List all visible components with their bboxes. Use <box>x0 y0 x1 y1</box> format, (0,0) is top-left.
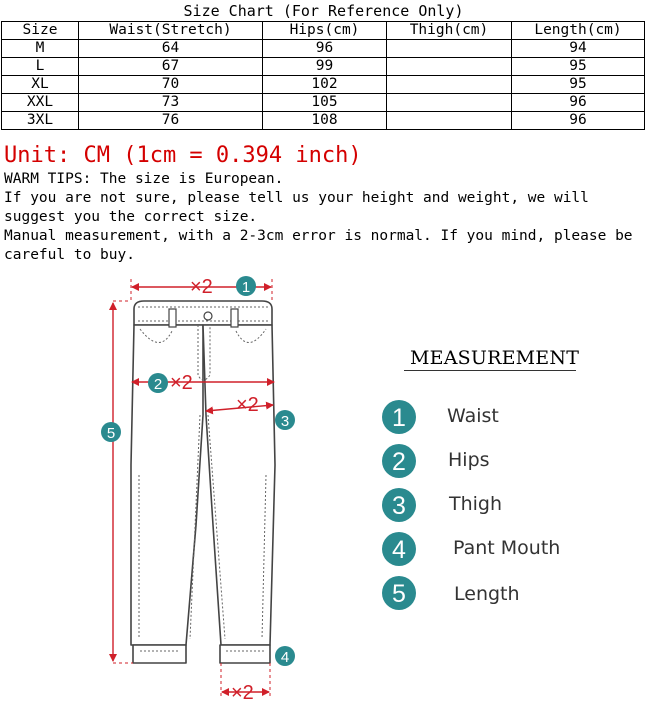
marker-4-icon <box>275 646 295 666</box>
header-waist: Waist(Stretch) <box>79 22 263 40</box>
marker-2-icon <box>148 373 168 393</box>
legend-label-thigh: Thigh <box>449 493 503 515</box>
cell-length: 95 <box>512 58 645 76</box>
cell-waist: 70 <box>79 76 263 94</box>
cell-waist: 73 <box>79 94 263 112</box>
cell-size: XXL <box>2 94 79 112</box>
cell-waist: 76 <box>79 112 263 130</box>
svg-text:1: 1 <box>392 404 406 432</box>
cell-thigh <box>387 76 512 94</box>
header-length: Length(cm) <box>512 22 645 40</box>
right-leg <box>203 325 275 645</box>
measurement-note: Manual measurement, with a 2-3cm error is normal. If you mind, please be careful to buy. <box>4 228 642 263</box>
legend-underline <box>404 370 576 371</box>
header-thigh: Thigh(cm) <box>387 22 512 40</box>
svg-text:2: 2 <box>153 376 163 393</box>
legend-badge-5-icon <box>382 576 416 610</box>
cell-thigh <box>387 112 512 130</box>
legend-label-hips: Hips <box>448 449 490 471</box>
cell-length: 96 <box>512 94 645 112</box>
cell-waist: 64 <box>79 40 263 58</box>
cell-hips: 99 <box>263 58 387 76</box>
pant-mouth-multiplier: ×2 <box>231 682 254 704</box>
legend-label-length: Length <box>454 583 520 605</box>
cell-size: M <box>2 40 79 58</box>
table-row <box>2 94 645 112</box>
cell-hips: 102 <box>263 76 387 94</box>
waist-multiplier: ×2 <box>190 276 213 298</box>
table-row <box>2 76 645 94</box>
marker-5-icon <box>101 422 121 442</box>
size-advice: If you are not sure, please tell us your height and weight, we will suggest you the correct size. <box>4 190 598 225</box>
size-chart-title: Size Chart (For Reference Only) <box>183 2 464 20</box>
cell-length: 95 <box>512 76 645 94</box>
marker-1-icon <box>236 276 256 296</box>
cell-hips: 105 <box>263 94 387 112</box>
cell-waist: 67 <box>79 58 263 76</box>
table-row <box>2 112 645 130</box>
cell-thigh <box>387 58 512 76</box>
cell-hips: 96 <box>263 40 387 58</box>
size-table <box>1 21 645 130</box>
marker-3-icon <box>275 410 295 430</box>
header-size: Size <box>2 22 79 40</box>
warm-tips: WARM TIPS: The size is European. <box>4 171 284 187</box>
table-row <box>2 58 645 76</box>
svg-text:3: 3 <box>392 492 406 520</box>
cell-length: 94 <box>512 40 645 58</box>
right-cuff <box>220 645 270 663</box>
legend-badge-2-icon <box>382 444 416 478</box>
left-cuff <box>133 645 186 663</box>
legend-badge-1-icon <box>382 400 416 434</box>
cell-size: 3XL <box>2 112 79 130</box>
legend-label-pant-mouth: Pant Mouth <box>453 537 561 559</box>
svg-text:3: 3 <box>280 413 290 430</box>
cell-size: XL <box>2 76 79 94</box>
cell-hips: 108 <box>263 112 387 130</box>
table-header-row <box>2 22 645 40</box>
pants-outline <box>131 301 275 663</box>
legend-badge-4-icon <box>382 532 416 566</box>
svg-text:2: 2 <box>392 448 406 476</box>
notes-block <box>4 170 644 265</box>
svg-text:1: 1 <box>241 279 251 296</box>
legend-label-waist: Waist <box>447 405 499 427</box>
svg-text:5: 5 <box>106 425 116 442</box>
cell-size: L <box>2 58 79 76</box>
hips-multiplier: ×2 <box>170 372 193 394</box>
button-icon <box>204 312 212 320</box>
thigh-multiplier: ×2 <box>236 394 259 416</box>
svg-text:4: 4 <box>280 649 290 666</box>
header-hips: Hips(cm) <box>263 22 387 40</box>
svg-text:4: 4 <box>392 536 406 564</box>
unit-line: Unit: CM (1cm = 0.394 inch) <box>4 143 362 168</box>
legend-title: MEASUREMENT <box>410 347 580 369</box>
pants-diagram <box>0 265 320 709</box>
legend-badges <box>378 396 424 611</box>
svg-text:5: 5 <box>392 580 406 608</box>
table-row <box>2 40 645 58</box>
cell-thigh <box>387 94 512 112</box>
cell-length: 96 <box>512 112 645 130</box>
legend-badge-3-icon <box>382 488 416 522</box>
cell-thigh <box>387 40 512 58</box>
